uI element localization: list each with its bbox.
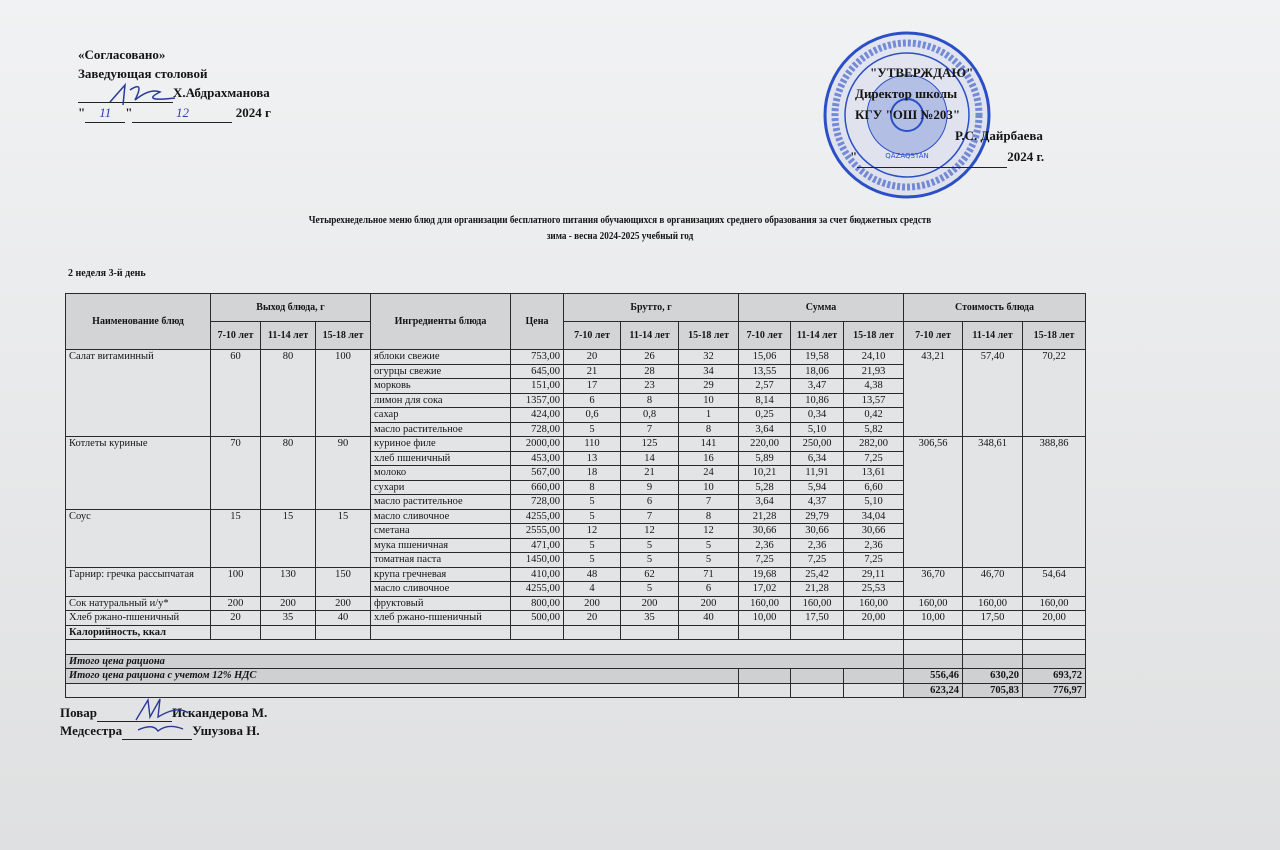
dish-cost: 348,61 (963, 437, 1023, 568)
total-vat-value: 705,83 (963, 683, 1023, 698)
dish-cost: 160,00 (904, 596, 963, 611)
ingredient-sum: 0,42 (844, 408, 904, 423)
ingredient-gross: 29 (679, 379, 739, 394)
ingredient-sum: 19,68 (739, 567, 791, 582)
total-vat-value: 776,97 (1023, 683, 1086, 698)
empty-cell (1023, 640, 1086, 655)
ingredient-sum: 25,42 (791, 567, 844, 582)
dish-cost: 20,00 (1023, 611, 1086, 626)
dish-yield: 200 (211, 596, 261, 611)
header-age-cost-1: 11-14 лет (963, 322, 1023, 350)
ingredient-name: хлеб ржано-пшеничный (371, 611, 511, 626)
ingredient-gross: 200 (564, 596, 621, 611)
ingredient-gross: 200 (679, 596, 739, 611)
ingredient-sum: 0,25 (739, 408, 791, 423)
ingredient-name: крупа гречневая (371, 567, 511, 582)
approval-day: 11 (85, 103, 125, 123)
ingredient-sum: 4,38 (844, 379, 904, 394)
ingredient-price: 2000,00 (511, 437, 564, 452)
menu-day: 2 неделя 3-й день (68, 268, 146, 279)
empty-cell (621, 625, 679, 640)
approval-year: 2024 г (235, 105, 271, 120)
ingredient-gross: 13 (564, 451, 621, 466)
total-vat-value: 623,24 (904, 683, 963, 698)
dish-cost: 10,00 (904, 611, 963, 626)
ingredient-sum: 34,04 (844, 509, 904, 524)
ingredient-sum: 21,93 (844, 364, 904, 379)
signature-canteen-head (105, 80, 185, 110)
calories-row (66, 625, 1086, 640)
empty-cell (739, 669, 791, 684)
ingredient-gross: 48 (564, 567, 621, 582)
ingredient-gross: 20 (564, 350, 621, 365)
ingredient-sum: 11,91 (791, 466, 844, 481)
ingredient-price: 2555,00 (511, 524, 564, 539)
ingredient-gross: 24 (679, 466, 739, 481)
dish-yield: 200 (316, 596, 371, 611)
ingredient-gross: 141 (679, 437, 739, 452)
ingredient-gross: 7 (679, 495, 739, 510)
empty-cell (904, 640, 963, 655)
ingredient-price: 424,00 (511, 408, 564, 423)
empty-cell (791, 683, 844, 698)
ingredient-gross: 1 (679, 408, 739, 423)
ingredient-price: 151,00 (511, 379, 564, 394)
ingredient-gross: 18 (564, 466, 621, 481)
ingredient-price: 471,00 (511, 538, 564, 553)
ingredient-sum: 3,47 (791, 379, 844, 394)
dish-yield: 130 (261, 567, 316, 596)
ingredient-gross: 9 (621, 480, 679, 495)
ingredient-gross: 5 (679, 538, 739, 553)
empty-cell (511, 625, 564, 640)
dish-cost: 36,70 (904, 567, 963, 596)
ingredient-gross: 8 (679, 509, 739, 524)
ingredient-row (66, 596, 1086, 611)
dish-cost: 54,64 (1023, 567, 1086, 596)
ingredient-sum: 30,66 (844, 524, 904, 539)
ingredient-sum: 29,79 (791, 509, 844, 524)
ingredient-sum: 10,86 (791, 393, 844, 408)
ingredient-sum: 21,28 (791, 582, 844, 597)
dish-yield: 60 (211, 350, 261, 437)
ingredient-sum: 10,00 (739, 611, 791, 626)
ingredient-gross: 7 (621, 509, 679, 524)
ingredient-sum: 18,06 (791, 364, 844, 379)
ingredient-sum: 5,82 (844, 422, 904, 437)
total-row (66, 654, 1086, 669)
dish-name: Котлеты куриные (66, 437, 211, 510)
ingredient-name: яблоки свежие (371, 350, 511, 365)
dish-yield: 200 (261, 596, 316, 611)
ingredient-gross: 14 (621, 451, 679, 466)
empty-cell (904, 654, 963, 669)
dish-yield: 20 (211, 611, 261, 626)
dish-yield: 100 (211, 567, 261, 596)
total-value: 556,46 (904, 669, 963, 684)
canteen-head-label: Заведующая столовой (78, 66, 208, 81)
dish-cost: 46,70 (963, 567, 1023, 596)
ingredient-gross: 0,6 (564, 408, 621, 423)
document-title (105, 213, 1135, 245)
header-age-gross-0: 7-10 лет (564, 322, 621, 350)
ingredient-row (66, 567, 1086, 582)
dish-yield: 80 (261, 437, 316, 510)
total-vat-label: Итого цена рациона с учетом 12% НДС (66, 669, 739, 684)
ingredient-row (66, 611, 1086, 626)
cook-name: Искандерова М. (172, 705, 268, 720)
total-value: 630,20 (963, 669, 1023, 684)
ingredient-gross: 0,8 (621, 408, 679, 423)
empty-cell (963, 625, 1023, 640)
ingredient-gross: 6 (564, 393, 621, 408)
empty-cell (904, 625, 963, 640)
ingredient-sum: 7,25 (739, 553, 791, 568)
header-ingredients: Ингредиенты блюда (371, 294, 511, 350)
svg-text:QAZAQSTAN: QAZAQSTAN (885, 152, 929, 160)
ingredient-gross: 28 (621, 364, 679, 379)
ingredient-price: 1450,00 (511, 553, 564, 568)
ingredient-price: 753,00 (511, 350, 564, 365)
ingredient-sum: 7,25 (844, 553, 904, 568)
title-line1: Четырехнедельное меню блюд для организации бесплатного питания обучающихся в организациях среднего образования за счет бюджетных средств (308, 215, 932, 226)
ingredient-gross: 17 (564, 379, 621, 394)
ingredient-sum: 220,00 (739, 437, 791, 452)
total-value: 693,72 (1023, 669, 1086, 684)
ingredient-sum: 17,50 (791, 611, 844, 626)
empty-cell (739, 683, 791, 698)
dish-yield: 35 (261, 611, 316, 626)
empty-cell (66, 640, 904, 655)
ingredient-gross: 5 (679, 553, 739, 568)
dish-name: Гарнир: гречка рассыпчатая (66, 567, 211, 596)
ingredient-gross: 40 (679, 611, 739, 626)
ingredient-gross: 16 (679, 451, 739, 466)
ingredient-gross: 32 (679, 350, 739, 365)
ingredient-price: 4255,00 (511, 582, 564, 597)
ingredient-sum: 282,00 (844, 437, 904, 452)
menu-table (65, 293, 1086, 698)
ingredient-name: фруктовый (371, 596, 511, 611)
dish-yield: 15 (211, 509, 261, 567)
director-label: Директор школы (855, 86, 958, 101)
dish-yield: 15 (261, 509, 316, 567)
ingredient-price: 4255,00 (511, 509, 564, 524)
ingredient-price: 410,00 (511, 567, 564, 582)
ingredient-sum: 24,10 (844, 350, 904, 365)
ingredient-sum: 5,10 (844, 495, 904, 510)
empty-cell (316, 625, 371, 640)
ingredient-sum: 13,57 (844, 393, 904, 408)
ingredient-sum: 8,14 (739, 393, 791, 408)
dish-cost: 17,50 (963, 611, 1023, 626)
dish-name: Салат витаминный (66, 350, 211, 437)
ingredient-gross: 12 (621, 524, 679, 539)
ingredient-gross: 8 (679, 422, 739, 437)
ingredient-name: хлеб пшеничный (371, 451, 511, 466)
header-yield: Выход блюда, г (211, 294, 371, 322)
header-age-gross-2: 15-18 лет (679, 322, 739, 350)
ingredient-sum: 21,28 (739, 509, 791, 524)
ingredient-gross: 21 (621, 466, 679, 481)
ingredient-sum: 19,58 (791, 350, 844, 365)
ingredient-name: мука пшеничная (371, 538, 511, 553)
ingredient-sum: 160,00 (739, 596, 791, 611)
ingredient-sum: 160,00 (844, 596, 904, 611)
dish-cost: 306,56 (904, 437, 963, 568)
ingredient-name: сухари (371, 480, 511, 495)
empty-cell (1023, 625, 1086, 640)
ingredient-sum: 10,21 (739, 466, 791, 481)
header-age-yield-1: 11-14 лет (261, 322, 316, 350)
dish-yield: 40 (316, 611, 371, 626)
ingredient-sum: 5,10 (791, 422, 844, 437)
header-sum: Сумма (739, 294, 904, 322)
ingredient-price: 728,00 (511, 422, 564, 437)
ingredient-sum: 5,28 (739, 480, 791, 495)
ingredient-name: сахар (371, 408, 511, 423)
cook-label: Повар (60, 705, 98, 720)
dish-yield: 100 (316, 350, 371, 437)
ingredient-gross: 10 (679, 393, 739, 408)
ingredient-sum: 6,34 (791, 451, 844, 466)
empty-cell (211, 625, 261, 640)
header-age-sum-0: 7-10 лет (739, 322, 791, 350)
ingredient-gross: 71 (679, 567, 739, 582)
ingredient-price: 800,00 (511, 596, 564, 611)
ingredient-name: масло растительное (371, 422, 511, 437)
ingredient-sum: 0,34 (791, 408, 844, 423)
header-age-gross-1: 11-14 лет (621, 322, 679, 350)
ingredient-gross: 5 (564, 509, 621, 524)
ingredient-sum: 29,11 (844, 567, 904, 582)
dish-cost: 70,22 (1023, 350, 1086, 437)
ingredient-sum: 13,61 (844, 466, 904, 481)
ingredient-gross: 6 (621, 495, 679, 510)
total-label: Итого цена рациона (66, 654, 904, 669)
ingredient-gross: 10 (679, 480, 739, 495)
header-age-yield-2: 15-18 лет (316, 322, 371, 350)
header-age-sum-1: 11-14 лет (791, 322, 844, 350)
ingredient-price: 660,00 (511, 480, 564, 495)
ingredient-gross: 5 (621, 538, 679, 553)
dish-name: Сок натуральный и/у* (66, 596, 211, 611)
ingredient-row (66, 437, 1086, 452)
empty-cell (963, 654, 1023, 669)
ingredient-gross: 5 (621, 553, 679, 568)
empty-cell (1023, 654, 1086, 669)
ingredient-gross: 12 (564, 524, 621, 539)
ingredient-gross: 5 (564, 495, 621, 510)
empty-cell (261, 625, 316, 640)
ingredient-gross: 5 (564, 538, 621, 553)
dish-name: Соус (66, 509, 211, 567)
empty-cell (844, 625, 904, 640)
dish-yield: 150 (316, 567, 371, 596)
ingredient-price: 453,00 (511, 451, 564, 466)
ingredient-sum: 3,64 (739, 495, 791, 510)
ingredient-sum: 250,00 (791, 437, 844, 452)
approve-label: "УТВЕРЖДАЮ" (870, 65, 974, 80)
dish-cost: 160,00 (963, 596, 1023, 611)
header-age-sum-2: 15-18 лет (844, 322, 904, 350)
signature-cook-nurse (128, 695, 198, 735)
ingredient-gross: 5 (564, 422, 621, 437)
empty-cell (844, 683, 904, 698)
canteen-head-name: Х.Абдрахманова (173, 85, 270, 100)
ingredient-sum: 6,60 (844, 480, 904, 495)
empty-cell (739, 625, 791, 640)
empty-cell (963, 640, 1023, 655)
ingredient-gross: 23 (621, 379, 679, 394)
dish-yield: 70 (211, 437, 261, 510)
ingredient-sum: 5,94 (791, 480, 844, 495)
ingredient-gross: 12 (679, 524, 739, 539)
ingredient-sum: 5,89 (739, 451, 791, 466)
ingredient-price: 1357,00 (511, 393, 564, 408)
approve-year: 2024 г. (1007, 149, 1045, 164)
ingredient-sum: 7,25 (791, 553, 844, 568)
dish-name: Хлеб ржано-пшеничный (66, 611, 211, 626)
ingredient-name: лимон для сока (371, 393, 511, 408)
ingredient-name: молоко (371, 466, 511, 481)
ingredient-sum: 30,66 (739, 524, 791, 539)
ingredient-sum: 2,57 (739, 379, 791, 394)
ingredient-sum: 2,36 (739, 538, 791, 553)
ingredient-gross: 5 (564, 553, 621, 568)
header-price: Цена (511, 294, 564, 350)
empty-cell (371, 625, 511, 640)
school-name: КГУ "ОШ №203" (855, 107, 961, 122)
calories-label: Калорийность, ккал (66, 625, 211, 640)
empty-cell (679, 625, 739, 640)
ingredient-sum: 25,53 (844, 582, 904, 597)
ingredient-sum: 15,06 (739, 350, 791, 365)
dish-cost: 43,21 (904, 350, 963, 437)
ingredient-price: 567,00 (511, 466, 564, 481)
ingredient-price: 500,00 (511, 611, 564, 626)
ingredient-gross: 125 (621, 437, 679, 452)
ingredient-sum: 3,64 (739, 422, 791, 437)
agreed-label: «Согласовано» (78, 47, 166, 62)
ingredient-sum: 7,25 (844, 451, 904, 466)
ingredient-gross: 200 (621, 596, 679, 611)
header-age-cost-2: 15-18 лет (1023, 322, 1086, 350)
ingredient-gross: 7 (621, 422, 679, 437)
empty-cell (564, 625, 621, 640)
ingredient-name: масло сливочное (371, 509, 511, 524)
empty-cell (791, 625, 844, 640)
approval-right: "УТВЕРЖДАЮ" Директор школы КГУ "ОШ №203" Р.С. Дайрбаева " 2024 г. (850, 62, 1044, 168)
ingredient-gross: 26 (621, 350, 679, 365)
header-gross: Брутто, г (564, 294, 739, 322)
ingredient-name: масло растительное (371, 495, 511, 510)
ingredient-gross: 21 (564, 364, 621, 379)
ingredient-gross: 8 (564, 480, 621, 495)
ingredient-name: огурцы свежие (371, 364, 511, 379)
ingredient-name: сметана (371, 524, 511, 539)
ingredient-name: масло сливочное (371, 582, 511, 597)
ingredient-sum: 17,02 (739, 582, 791, 597)
ingredient-gross: 34 (679, 364, 739, 379)
ingredient-sum: 13,55 (739, 364, 791, 379)
ingredient-gross: 5 (621, 582, 679, 597)
ingredient-gross: 110 (564, 437, 621, 452)
empty-cell (791, 669, 844, 684)
ingredient-sum: 30,66 (791, 524, 844, 539)
dish-cost: 388,86 (1023, 437, 1086, 568)
director-name: Р.С. Дайрбаева (955, 128, 1043, 143)
title-line2: зима - весна 2024-2025 учебный год (546, 231, 694, 242)
nurse-name: Ушузова Н. (192, 723, 260, 738)
header-dish: Наименование блюд (66, 294, 211, 350)
blank-row (66, 640, 1086, 655)
ingredient-sum: 4,37 (791, 495, 844, 510)
ingredient-gross: 35 (621, 611, 679, 626)
dish-cost: 160,00 (1023, 596, 1086, 611)
dish-yield: 15 (316, 509, 371, 567)
total-vat-row (66, 669, 1086, 684)
ingredient-sum: 2,36 (844, 538, 904, 553)
dish-yield: 90 (316, 437, 371, 510)
header-cost: Стоимость блюда (904, 294, 1086, 322)
ingredient-sum: 160,00 (791, 596, 844, 611)
dish-yield: 80 (261, 350, 316, 437)
approval-left: «Согласовано» Заведующая столовой Х.Абдрахманова " 11 " 12 2024 г (78, 45, 271, 123)
approval-month: 12 (132, 103, 232, 123)
ingredient-price: 645,00 (511, 364, 564, 379)
ingredient-name: морковь (371, 379, 511, 394)
date-line (857, 146, 1007, 168)
dish-cost: 57,40 (963, 350, 1023, 437)
ingredient-gross: 8 (621, 393, 679, 408)
header-age-yield-0: 7-10 лет (211, 322, 261, 350)
ingredient-gross: 62 (621, 567, 679, 582)
ingredient-row (66, 350, 1086, 365)
ingredient-name: томатная паста (371, 553, 511, 568)
ingredient-sum: 2,36 (791, 538, 844, 553)
ingredient-price: 728,00 (511, 495, 564, 510)
ingredient-gross: 6 (679, 582, 739, 597)
ingredient-gross: 4 (564, 582, 621, 597)
ingredient-name: куриное филе (371, 437, 511, 452)
nurse-label: Медсестра (60, 723, 123, 738)
header-age-cost-0: 7-10 лет (904, 322, 963, 350)
total-vat-values-row (66, 683, 1086, 698)
ingredient-sum: 20,00 (844, 611, 904, 626)
empty-cell (844, 669, 904, 684)
ingredient-gross: 20 (564, 611, 621, 626)
